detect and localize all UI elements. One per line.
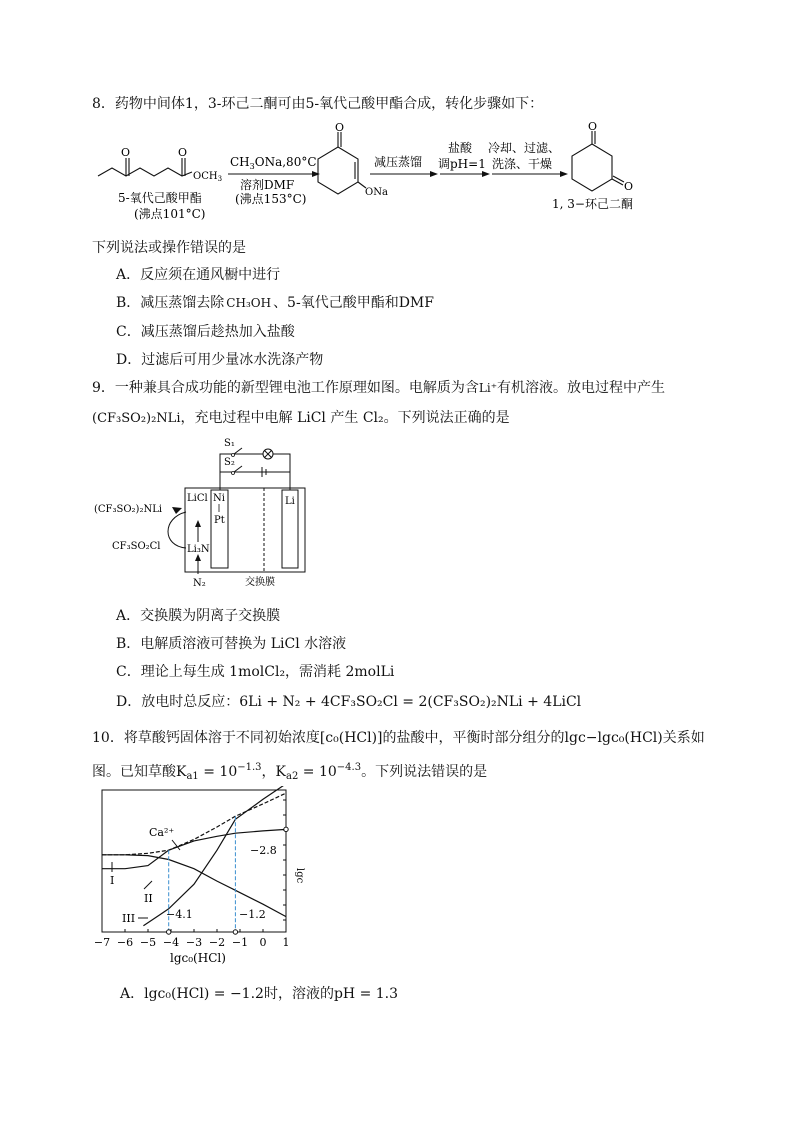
q8-stem: 8．药物中间体1，3-环己二酮可由5-氧代己酸甲酯合成，转化步骤如下： xyxy=(92,96,544,112)
label-membrane: 交换膜 xyxy=(245,577,275,588)
start-o1: O xyxy=(121,146,131,159)
chart-annotation: Ca²⁺ xyxy=(149,826,175,839)
x-tick-label: −4 xyxy=(162,936,180,949)
chart-xlabel: lgc₀(HCl) xyxy=(170,951,226,965)
q8-reaction-scheme xyxy=(90,122,660,222)
start-bp: (沸点101°C) xyxy=(134,207,206,221)
label-li: Li xyxy=(285,496,295,507)
q10-stem-line1: 10．将草酸钙固体溶于不同初始浓度[c₀(HCl)]的盐酸中，平衡时部分组分的lgc−lgc₀(HCl)关系如 xyxy=(92,730,705,746)
x-tick-label: −7 xyxy=(93,936,111,949)
q8-option-c[interactable]: C．减压蒸馏后趁热加入盐酸 xyxy=(116,324,295,340)
chart-annotation: −1.2 xyxy=(239,908,266,921)
label-reagent: CF₃SO₂Cl xyxy=(112,541,161,552)
product-name: 1, 3−环己二酮 xyxy=(552,197,633,211)
pointer-ii xyxy=(144,881,152,889)
start-o2: O xyxy=(178,146,188,159)
label-licl: LiCl xyxy=(187,493,208,504)
q8-option-b[interactable]: B．减压蒸馏去除 CH₃OH 、5-氧代己酸甲酯和DMF xyxy=(116,295,434,311)
intermediate-ona: ONa xyxy=(365,187,388,198)
q9-stem-line1: 9．一种兼具合成功能的新型锂电池工作原理如图。电解质为含Li⁺有机溶液。放电过程中产生 xyxy=(92,380,666,396)
x-tick-label: −2 xyxy=(208,936,226,949)
chart-annotation: I xyxy=(110,874,115,887)
label-ni: Ni xyxy=(213,493,225,504)
step1-top: $CH_3ONa,80^\circ C$ xyxy=(230,155,317,171)
ref-point xyxy=(167,930,171,934)
label-li3n: Li₃N xyxy=(187,544,210,555)
start-och3: $OCH_3$ xyxy=(193,171,223,183)
x-tick-label: 1 xyxy=(282,936,290,949)
q9-option-d[interactable]: D．放电时总反应：6Li + N₂ + 4CF₃SO₂Cl = 2(CF₃SO₂)₂NLi + 4LiCl xyxy=(116,694,582,710)
step3-top: 盐酸 xyxy=(448,141,473,155)
start-structure xyxy=(98,158,192,176)
endpoint-28 xyxy=(284,827,288,831)
x-tick-label: −3 xyxy=(185,936,203,949)
q8-question: 下列说法或操作错误的是 xyxy=(92,240,246,256)
q9-option-b[interactable]: B．电解质溶液可替换为 LiCl 水溶液 xyxy=(116,636,347,652)
chart-ylabel: lgc xyxy=(294,868,305,884)
switch-s2: S₂ xyxy=(224,457,235,468)
q10-chart xyxy=(92,786,332,972)
label-n2: N₂ xyxy=(193,578,206,589)
product-o2: O xyxy=(624,180,634,193)
chart-annotation: −2.8 xyxy=(250,844,277,857)
q9-stem-line2: (CF₃SO₂)₂NLi，充电过程中电解 LiCl 产生 Cl₂。下列说法正确的是 xyxy=(92,410,510,426)
switch-s1: S₁ xyxy=(224,438,235,449)
intermediate-structure xyxy=(318,132,366,194)
intermediate-o: O xyxy=(335,122,345,134)
step4-bottom: 洗涤、干燥 xyxy=(492,157,553,171)
q9-battery-diagram xyxy=(92,434,322,594)
chart-annotation: II xyxy=(144,892,153,905)
x-tick-label: −6 xyxy=(116,936,134,949)
chart-annotation: −4.1 xyxy=(166,908,193,921)
x-tick-label: −5 xyxy=(139,936,157,949)
chart-annotation: III xyxy=(122,912,136,925)
product-o1: O xyxy=(588,122,598,133)
step1-bottom2: (沸点153°C) xyxy=(235,192,307,206)
q8-option-a[interactable]: A．反应须在通风橱中进行 xyxy=(116,267,281,283)
q9-option-a[interactable]: A．交换膜为阴离子交换膜 xyxy=(116,608,281,624)
x-tick-label: 0 xyxy=(259,936,267,949)
x-tick-label: −1 xyxy=(231,936,249,949)
ref-point xyxy=(233,930,237,934)
start-name: 5-氧代己酸甲酯 xyxy=(118,191,202,205)
q10-stem-line2: 图。已知草酸$K_{a1} = 10^{-1.3}$，$K_{a2} = 10^{-4.3}$。下列说法错误的是 xyxy=(92,762,488,782)
label-pt: Pt xyxy=(214,515,225,526)
product-structure xyxy=(572,131,624,191)
step1-bottom1: 溶剂DMF xyxy=(240,178,295,192)
q10-option-a[interactable]: A．lgc₀(HCl) = −1.2时，溶液的pH = 1.3 xyxy=(120,986,399,1002)
q9-option-c[interactable]: C．理论上每生成 1molCl₂，需消耗 2molLi xyxy=(116,664,395,680)
step3-bottom: 调pH=1 xyxy=(438,157,486,171)
step2: 减压蒸馏 xyxy=(374,155,423,169)
label-product: (CF₃SO₂)₂NLi xyxy=(94,504,163,515)
step4-top: 冷却、过滤、 xyxy=(488,141,561,155)
q8-option-d[interactable]: D．过滤后可用少量冰水洗涤产物 xyxy=(116,352,324,368)
